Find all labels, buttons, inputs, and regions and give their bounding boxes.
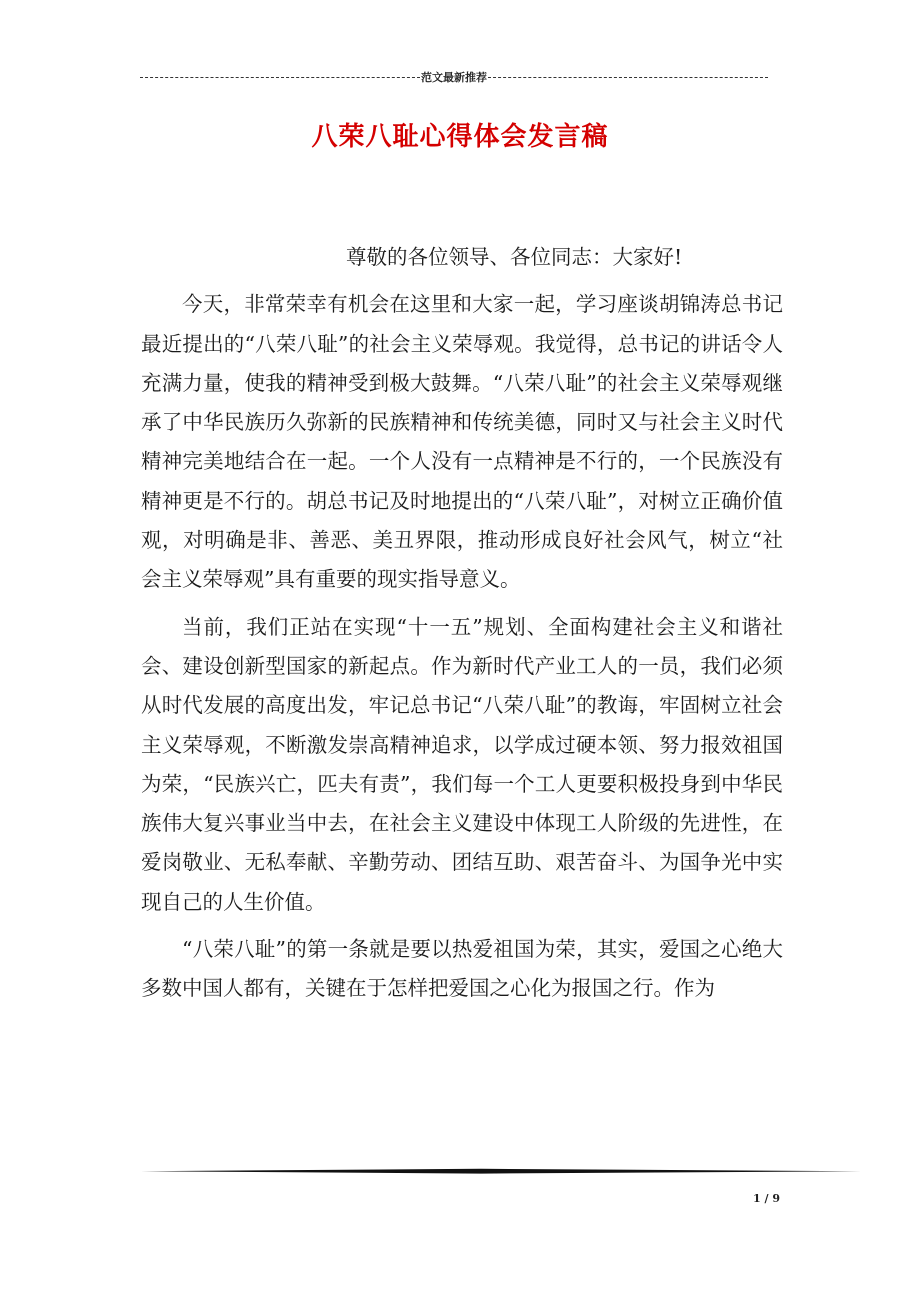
page-number: 1 / 9 bbox=[753, 1192, 780, 1205]
paragraph-1: 今天，非常荣幸有机会在这里和大家一起，学习座谈胡锦涛总书记最近提出的“八荣八耻”的社会主义荣辱观。我觉得，总书记的讲话令人充满力量，使我的精神受到极大鼓舞。“八荣八耻”的社会主义荣辱观继承了中华民族历久弥新的民族精神和传统美德，同时又与社会主义时代精神完美地结合在一起。一个人没有一点精神是不行的，一个民族没有精神更是不行的。胡总书记及时地提出的“八荣八耻”，对树立正确价值观，对明确是非、善恶、美丑界限，推动形成良好社会风气，树立“社会主义荣辱观”具有重要的现实指导意义。 bbox=[141, 292, 783, 592]
greeting: 尊敬的各位领导、各位同志：大家好! bbox=[346, 245, 683, 269]
footer-rule bbox=[141, 1168, 863, 1176]
document-body bbox=[141, 238, 783, 1009]
paragraph-3: “八荣八耻”的第一条就是要以热爱祖国为荣，其实，爱国之心绝大多数中国人都有，关键在于怎样把爱国之心化为报国之行。作为 bbox=[141, 937, 783, 1001]
paragraph-2: 当前，我们正站在实现“十一五”规划、全面构建社会主义和谐社会、建设创新型国家的新起点。作为新时代产业工人的一员，我们必须从时代发展的高度出发，牢记总书记“八荣八耻”的教诲，牢固树立社会主义荣辱观，不断激发崇高精神追求，以学成过硬本领、努力报效祖国为荣，“民族兴亡，匹夫有责”，我们每一个工人更要积极投身到中华民族伟大复兴事业当中去，在社会主义建设中体现工人阶级的先进性，在爱岗敬业、无私奉献、辛勤劳动、团结互助、艰苦奋斗、为国争光中实现自己的人生价值。 bbox=[141, 614, 783, 914]
header-dashes-left bbox=[140, 77, 420, 78]
header-label: 范文最新推荐 bbox=[421, 71, 487, 84]
document-title: 八荣八耻心得体会发言稿 bbox=[311, 122, 609, 152]
page-header bbox=[140, 68, 768, 86]
header-dashes-right bbox=[488, 77, 768, 78]
